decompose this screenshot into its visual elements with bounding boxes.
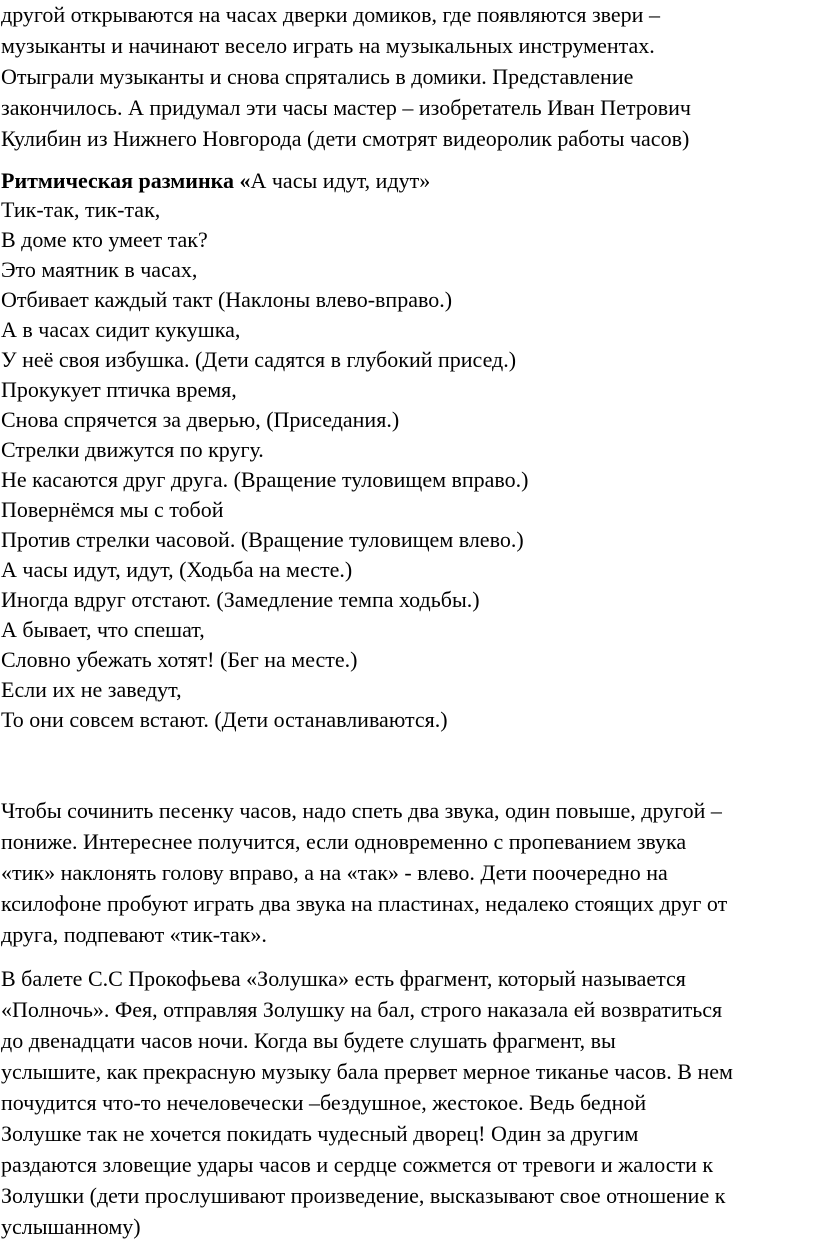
song-paragraph-line: «тик» наклонять голову вправо, а на «так» - влево. Дети поочередно на xyxy=(1,860,668,885)
warmup-title xyxy=(1,166,430,196)
poem-line: В доме кто умеет так? xyxy=(1,227,208,252)
ballet-paragraph-line: В балете С.С Прокофьева «Золушка» есть фрагмент, который называется xyxy=(1,966,686,991)
poem-line: Против стрелки часовой. (Вращение туловищем влево.) xyxy=(1,527,524,552)
intro-line: Отыграли музыканты и снова спрятались в домики. Представление xyxy=(1,64,634,89)
poem-line: Иногда вдруг отстают. (Замедление темпа ходьбы.) xyxy=(1,587,480,612)
poem-line: Тик-так, тик-так, xyxy=(1,197,161,222)
ballet-paragraph-line: Золушки (дети прослушивают произведение, высказывают свое отношение к xyxy=(1,1183,726,1208)
poem-line: У неё своя избушка. (Дети садятся в глубокий присед.) xyxy=(1,347,517,372)
poem-line: Это маятник в часах, xyxy=(1,257,198,282)
poem-line: Отбивает каждый такт (Наклоны влево-вправо.) xyxy=(1,287,453,312)
intro-line: музыканты и начинают весело играть на музыкальных инструментах. xyxy=(1,33,655,58)
intro-line: закончилось. А придумал эти часы мастер – изобретатель Иван Петрович xyxy=(1,95,691,120)
intro-line: Кулибин из Нижнего Новгорода (дети смотрят видеоролик работы часов) xyxy=(1,126,690,151)
song-paragraph-line: друга, подпевают «тик-так». xyxy=(1,922,267,947)
poem-line: Снова спрячется за дверью, (Приседания.) xyxy=(1,407,400,432)
warmup-title-bold: Ритмическая разминка « xyxy=(1,168,251,193)
poem-line: А часы идут, идут, (Ходьба на месте.) xyxy=(1,557,353,582)
poem-line: Повернёмся мы с тобой xyxy=(1,497,224,522)
poem-line: Если их не заведут, xyxy=(1,677,182,702)
poem-line: А бывает, что спешат, xyxy=(1,617,205,642)
ballet-paragraph-line: раздаются зловещие удары часов и сердце сожмется от тревоги и жалости к xyxy=(1,1152,714,1177)
warmup-title-rest: А часы идут, идут» xyxy=(250,168,431,193)
poem-line: Словно убежать хотят! (Бег на месте.) xyxy=(1,647,358,672)
song-paragraph-line: пониже. Интереснее получится, если одновременно с пропеванием звука xyxy=(1,829,687,854)
ballet-paragraph-line: Золушке так не хочется покидать чудесный дворец! Один за другим xyxy=(1,1121,639,1146)
poem-line: Не касаются друг друга. (Вращение туловищем вправо.) xyxy=(1,467,529,492)
song-paragraph-line: Чтобы сочинить песенку часов, надо спеть два звука, один повыше, другой – xyxy=(1,798,722,823)
ballet-paragraph-line: услышанному) xyxy=(1,1214,141,1239)
poem-line: А в часах сидит кукушка, xyxy=(1,317,241,342)
ballet-paragraph-line: почудится что-то нечеловечески –бездушное, жестокое. Ведь бедной xyxy=(1,1090,647,1115)
ballet-paragraph-line: услышите, как прекрасную музыку бала прервет мерное тиканье часов. В нем xyxy=(1,1059,733,1084)
poem-line: Прокукует птичка время, xyxy=(1,377,237,402)
ballet-paragraph-line: «Полночь». Фея, отправляя Золушку на бал, строго наказала ей возвратиться xyxy=(1,997,723,1022)
poem-line: То они совсем встают. (Дети останавливаются.) xyxy=(1,707,448,732)
song-paragraph-line: ксилофоне пробуют играть два звука на пластинах, недалеко стоящих друг от xyxy=(1,891,728,916)
ballet-paragraph-line: до двенадцати часов ночи. Когда вы будете слушать фрагмент, вы xyxy=(1,1028,616,1053)
intro-line: другой открываются на часах дверки домиков, где появляются звери – xyxy=(1,2,660,27)
poem-line: Стрелки движутся по кругу. xyxy=(1,437,264,462)
